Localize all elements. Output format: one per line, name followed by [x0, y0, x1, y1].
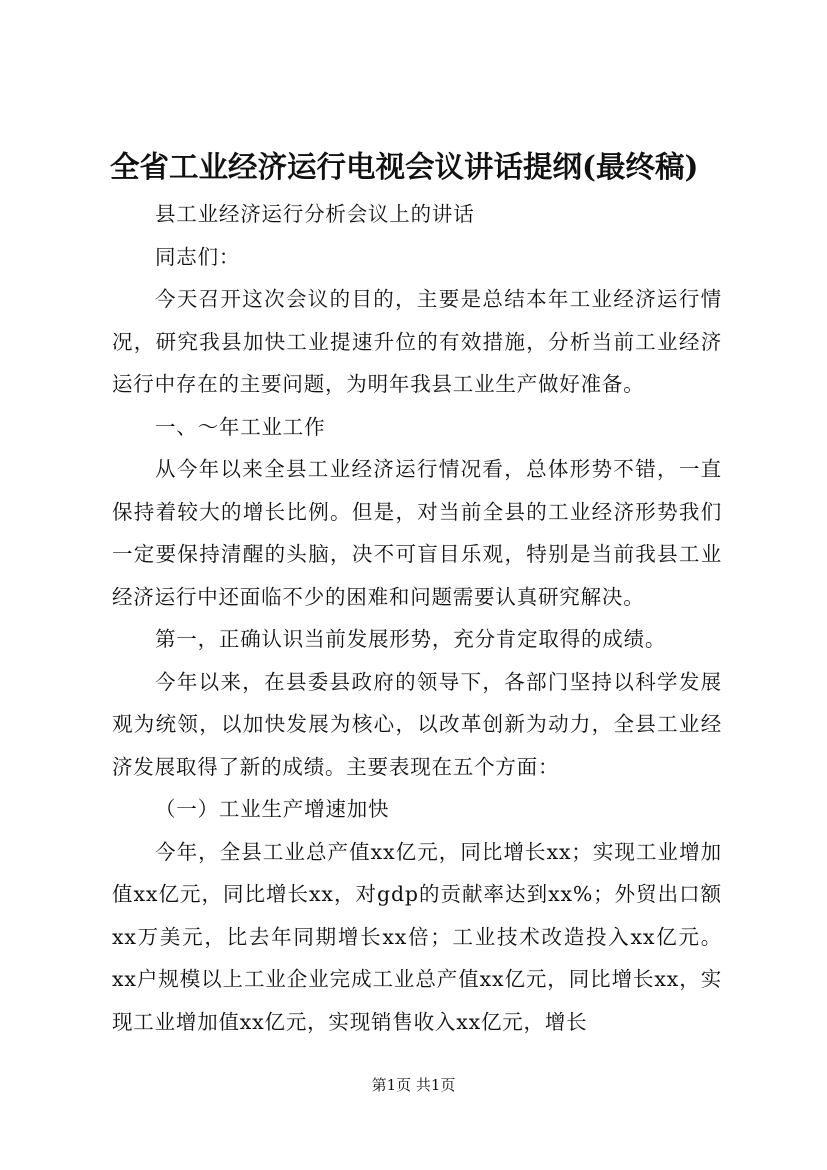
subsection-heading-1: （一）工业生产增速加快: [155, 797, 390, 821]
paragraph-achievements: 今年以来，在县委县政府的领导下，各部门坚持以科学发展观为统领，以加快发展为核心，以改革创新为动力，全县工业经济发展取得了新的成绩。主要表现在五个方面：: [112, 669, 722, 779]
paragraph-statistics: 今年，全县工业总产值xx亿元，同比增长xx；实现工业增加值xx亿元，同比增长xx，对gdp的贡献率达到xx%；外贸出口额xx万美元，比去年同期增长xx倍；工业技术改造投入xx亿元。xx户规模以上工业企业完成工业总产值xx亿元，同比增长xx，实现工业增加值xx亿元，实现销售收入xx亿元，增长: [112, 839, 722, 1034]
document-body: [112, 193, 722, 1043]
paragraph-salutation: 同志们：: [155, 244, 241, 269]
paragraph-overview: 从今年以来全县工业经济运行情况看，总体形势不错，一直保持着较大的增长比例。但是，对当前全县的工业经济形势我们一定要保持清醒的头脑，决不可盲目乐观，特别是当前我县工业经济运行中还面临不少的困难和问题需要认真研究解决。: [112, 457, 722, 609]
paragraph-point-one: 第一，正确认识当前发展形势，充分肯定取得的成绩。: [155, 627, 667, 651]
page-number-label: 第1页 共1页: [371, 1076, 456, 1094]
paragraph-intro: 今天召开这次会议的目的，主要是总结本年工业经济运行情况，研究我县加快工业提速升位的有效措施，分析当前工业经济运行中存在的主要问题，为明年我县工业生产做好准备。: [112, 287, 722, 396]
section-heading-1: 一、～年工业工作: [155, 414, 326, 439]
document-title: 全省工业经济运行电视会议讲话提纲(最终稿): [110, 149, 699, 184]
paragraph-subtitle: 县工业经济运行分析会议上的讲话: [155, 202, 475, 226]
page-footer: [0, 1075, 827, 1095]
